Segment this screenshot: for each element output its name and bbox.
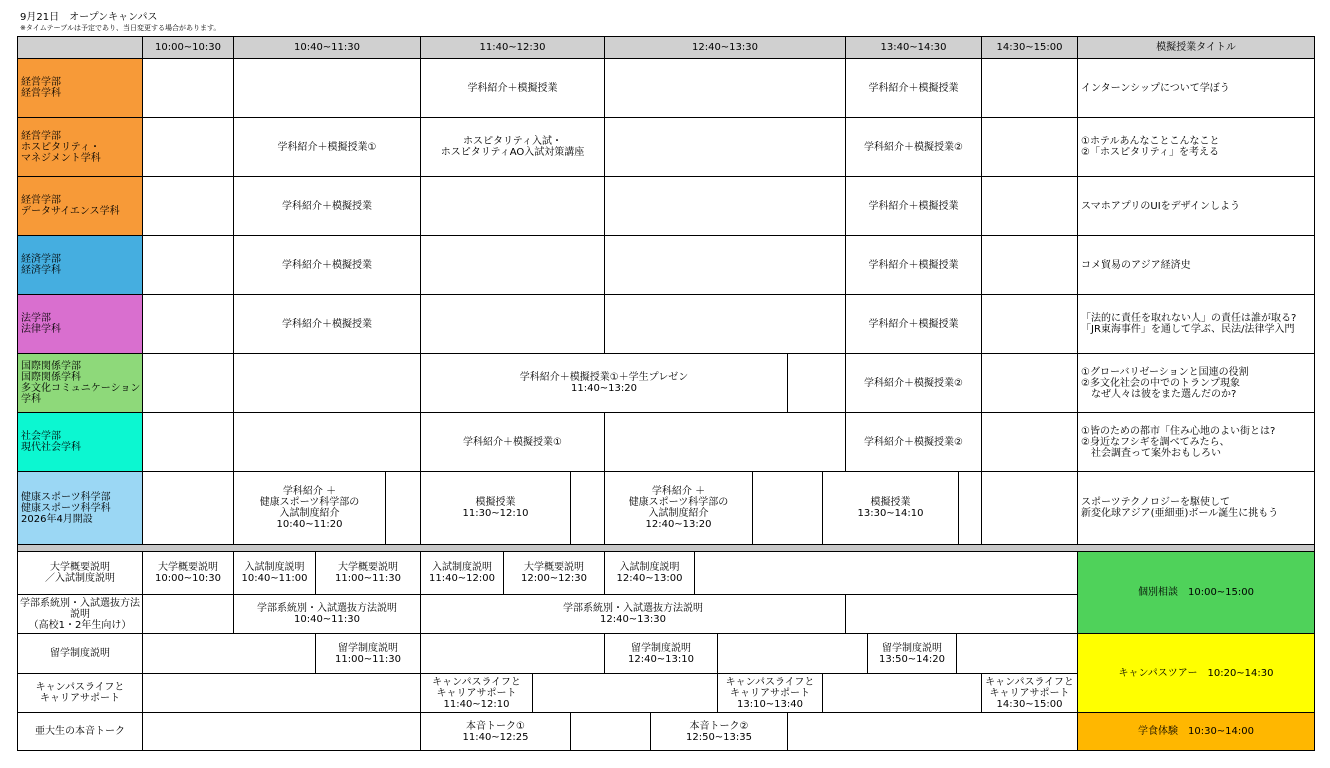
empty-cell bbox=[142, 412, 234, 472]
event-cell: キャンパスライフと キャリアサポート 13:10~13:40 bbox=[717, 673, 823, 713]
empty-cell bbox=[142, 471, 234, 545]
empty-cell bbox=[142, 712, 421, 751]
column-header-t6: 14:30~15:00 bbox=[981, 36, 1078, 59]
department-cell: 経営学部 データサイエンス学科 bbox=[17, 176, 143, 236]
empty-cell bbox=[420, 235, 605, 295]
event-cell: 学部系統別・入試選抜方法説明 12:40~13:30 bbox=[420, 594, 846, 634]
event-cell: 入試制度説明 10:40~11:00 bbox=[233, 551, 316, 595]
empty-cell bbox=[787, 353, 846, 413]
empty-cell bbox=[604, 235, 846, 295]
event-cell: 留学制度説明 13:50~14:20 bbox=[867, 633, 957, 674]
empty-cell bbox=[142, 633, 316, 674]
event-label-cell: 留学制度説明 bbox=[17, 633, 143, 674]
empty-cell bbox=[142, 117, 234, 177]
column-header-lecture-title: 模擬授業タイトル bbox=[1077, 36, 1315, 59]
empty-cell bbox=[142, 673, 421, 713]
column-header-t3: 11:40~12:30 bbox=[420, 36, 605, 59]
event-cell: 本音トーク① 11:40~12:25 bbox=[420, 712, 571, 751]
empty-cell bbox=[604, 176, 846, 236]
event-cell: キャンパスライフと キャリアサポート 11:40~12:10 bbox=[420, 673, 533, 713]
event-cell: 大学概要説明 11:00~11:30 bbox=[315, 551, 421, 595]
department-cell: 経営学部 経営学科 bbox=[17, 58, 143, 118]
event-cell: 学部系統別・入試選抜方法説明 10:40~11:30 bbox=[233, 594, 421, 634]
empty-cell bbox=[981, 353, 1078, 413]
session-cell: 模擬授業 13:30~14:10 bbox=[822, 471, 959, 545]
individual-consultation-block: 個別相談 10:00~15:00 bbox=[1077, 551, 1315, 634]
empty-cell bbox=[604, 58, 846, 118]
empty-cell bbox=[385, 471, 421, 545]
department-cell: 国際関係学部 国際関係学科 多文化コミュニケーション 学科 bbox=[17, 353, 143, 413]
empty-cell bbox=[958, 471, 982, 545]
empty-cell bbox=[981, 117, 1078, 177]
event-cell: 大学概要説明 10:00~10:30 bbox=[142, 551, 234, 595]
empty-cell bbox=[981, 412, 1078, 472]
page-title: 9月21日 オープンキャンパス bbox=[20, 12, 158, 23]
session-cell: 学科紹介＋模擬授業① bbox=[233, 117, 421, 177]
department-cell: 法学部 法律学科 bbox=[17, 294, 143, 354]
empty-cell bbox=[981, 235, 1078, 295]
empty-cell bbox=[981, 294, 1078, 354]
lecture-title-cell: ①皆のための都市「住み心地のよい街とは? ②身近なフシギを調べてみたら、 社会調査って案外おもしろい bbox=[1077, 412, 1315, 472]
empty-cell bbox=[604, 117, 846, 177]
empty-cell bbox=[142, 235, 234, 295]
session-cell: 学科紹介＋模擬授業① bbox=[420, 412, 605, 472]
empty-cell bbox=[142, 353, 234, 413]
empty-cell bbox=[717, 633, 868, 674]
empty-cell bbox=[570, 712, 651, 751]
empty-cell bbox=[233, 412, 421, 472]
column-header-t4: 12:40~13:30 bbox=[604, 36, 846, 59]
empty-cell bbox=[233, 353, 421, 413]
session-cell: 学科紹介＋模擬授業② bbox=[845, 412, 982, 472]
empty-cell bbox=[142, 594, 234, 634]
empty-cell bbox=[420, 633, 605, 674]
session-cell: 模擬授業 11:30~12:10 bbox=[420, 471, 571, 545]
empty-cell bbox=[845, 594, 1078, 634]
empty-cell bbox=[532, 673, 718, 713]
event-cell: 入試制度説明 11:40~12:00 bbox=[420, 551, 504, 595]
empty-cell bbox=[142, 176, 234, 236]
event-cell: 入試制度説明 12:40~13:00 bbox=[604, 551, 695, 595]
empty-cell bbox=[420, 176, 605, 236]
event-cell: 本音トーク② 12:50~13:35 bbox=[650, 712, 788, 751]
lecture-title-cell: ①ホテルあんなことこんなこと ②「ホスピタリティ」を考える bbox=[1077, 117, 1315, 177]
session-cell: 学科紹介＋模擬授業 bbox=[420, 58, 605, 118]
empty-cell bbox=[981, 58, 1078, 118]
empty-cell bbox=[981, 471, 1078, 545]
lecture-title-cell: 「法的に責任を取れない人」の責任は誰が取る? 「JR東海事件」を通して学ぶ、民法/法律学入門 bbox=[1077, 294, 1315, 354]
empty-cell bbox=[694, 551, 1078, 595]
event-label-cell: 亜大生の本音トーク bbox=[17, 712, 143, 751]
event-label-cell: 学部系統別・入試選抜方法 説明 （高校1・2年生向け） bbox=[17, 594, 143, 634]
empty-cell bbox=[420, 294, 605, 354]
campus-tour-block: キャンパスツアー 10:20~14:30 bbox=[1077, 633, 1315, 713]
lecture-title-cell: コメ貿易のアジア経済史 bbox=[1077, 235, 1315, 295]
column-header-t2: 10:40~11:30 bbox=[233, 36, 421, 59]
empty-cell bbox=[822, 673, 982, 713]
session-cell: 学科紹介＋模擬授業② bbox=[845, 353, 982, 413]
session-cell: 学科紹介＋模擬授業 bbox=[233, 176, 421, 236]
event-label-cell: キャンパスライフと キャリアサポート bbox=[17, 673, 143, 713]
department-cell: 社会学部 現代社会学科 bbox=[17, 412, 143, 472]
session-cell: 学科紹介＋模擬授業 bbox=[845, 176, 982, 236]
session-cell: 学科紹介 ＋ 健康スポーツ科学部の 入試制度紹介 10:40~11:20 bbox=[233, 471, 386, 545]
empty-cell bbox=[233, 58, 421, 118]
session-cell: 学科紹介＋模擬授業 bbox=[845, 235, 982, 295]
session-cell: 学科紹介＋模擬授業② bbox=[845, 117, 982, 177]
event-label-cell: 大学概要説明 ／入試制度説明 bbox=[17, 551, 143, 595]
event-cell: キャンパスライフと キャリアサポート 14:30~15:00 bbox=[981, 673, 1078, 713]
session-cell: 学科紹介＋模擬授業①＋学生プレゼン 11:40~13:20 bbox=[420, 353, 788, 413]
empty-cell bbox=[142, 58, 234, 118]
session-cell: ホスピタリティ入試・ ホスピタリティAO入試対策講座 bbox=[420, 117, 605, 177]
empty-cell bbox=[570, 471, 605, 545]
session-cell: 学科紹介＋模擬授業 bbox=[233, 235, 421, 295]
department-cell: 健康スポーツ科学部 健康スポーツ科学科 2026年4月開設 bbox=[17, 471, 143, 545]
column-header-t5: 13:40~14:30 bbox=[845, 36, 982, 59]
session-cell: 学科紹介＋模擬授業 bbox=[233, 294, 421, 354]
cafeteria-experience-block: 学食体験 10:30~14:00 bbox=[1077, 712, 1315, 751]
event-cell: 留学制度説明 11:00~11:30 bbox=[315, 633, 421, 674]
empty-cell bbox=[604, 294, 846, 354]
lecture-title-cell: スポーツテクノロジーを駆使して 新変化球アジア(亜細亜)ボール誕生に挑もう bbox=[1077, 471, 1315, 545]
session-cell: 学科紹介 ＋ 健康スポーツ科学部の 入試制度紹介 12:40~13:20 bbox=[604, 471, 753, 545]
lecture-title-cell: インターンシップについて学ぼう bbox=[1077, 58, 1315, 118]
department-cell: 経済学部 経済学科 bbox=[17, 235, 143, 295]
empty-cell bbox=[752, 471, 823, 545]
lecture-title-cell: ①グローバリゼーションと国連の役割 ②多文化社会の中でのトランプ現象 なぜ人々は彼をまた選んだのか? bbox=[1077, 353, 1315, 413]
event-cell: 留学制度説明 12:40~13:10 bbox=[604, 633, 718, 674]
schedule-note: ※タイムテーブルは予定であり、当日変更する場合があります。 bbox=[20, 24, 221, 32]
empty-cell bbox=[787, 712, 1078, 751]
event-cell: 大学概要説明 12:00~12:30 bbox=[503, 551, 605, 595]
empty-cell bbox=[142, 294, 234, 354]
empty-cell bbox=[981, 176, 1078, 236]
lecture-title-cell: スマホアプリのUIをデザインしよう bbox=[1077, 176, 1315, 236]
empty-cell bbox=[956, 633, 1078, 674]
corner-cell bbox=[17, 36, 143, 59]
session-cell: 学科紹介＋模擬授業 bbox=[845, 294, 982, 354]
department-cell: 経営学部 ホスピタリティ・ マネジメント学科 bbox=[17, 117, 143, 177]
empty-cell bbox=[604, 412, 846, 472]
session-cell: 学科紹介＋模擬授業 bbox=[845, 58, 982, 118]
column-header-t1: 10:00~10:30 bbox=[142, 36, 234, 59]
